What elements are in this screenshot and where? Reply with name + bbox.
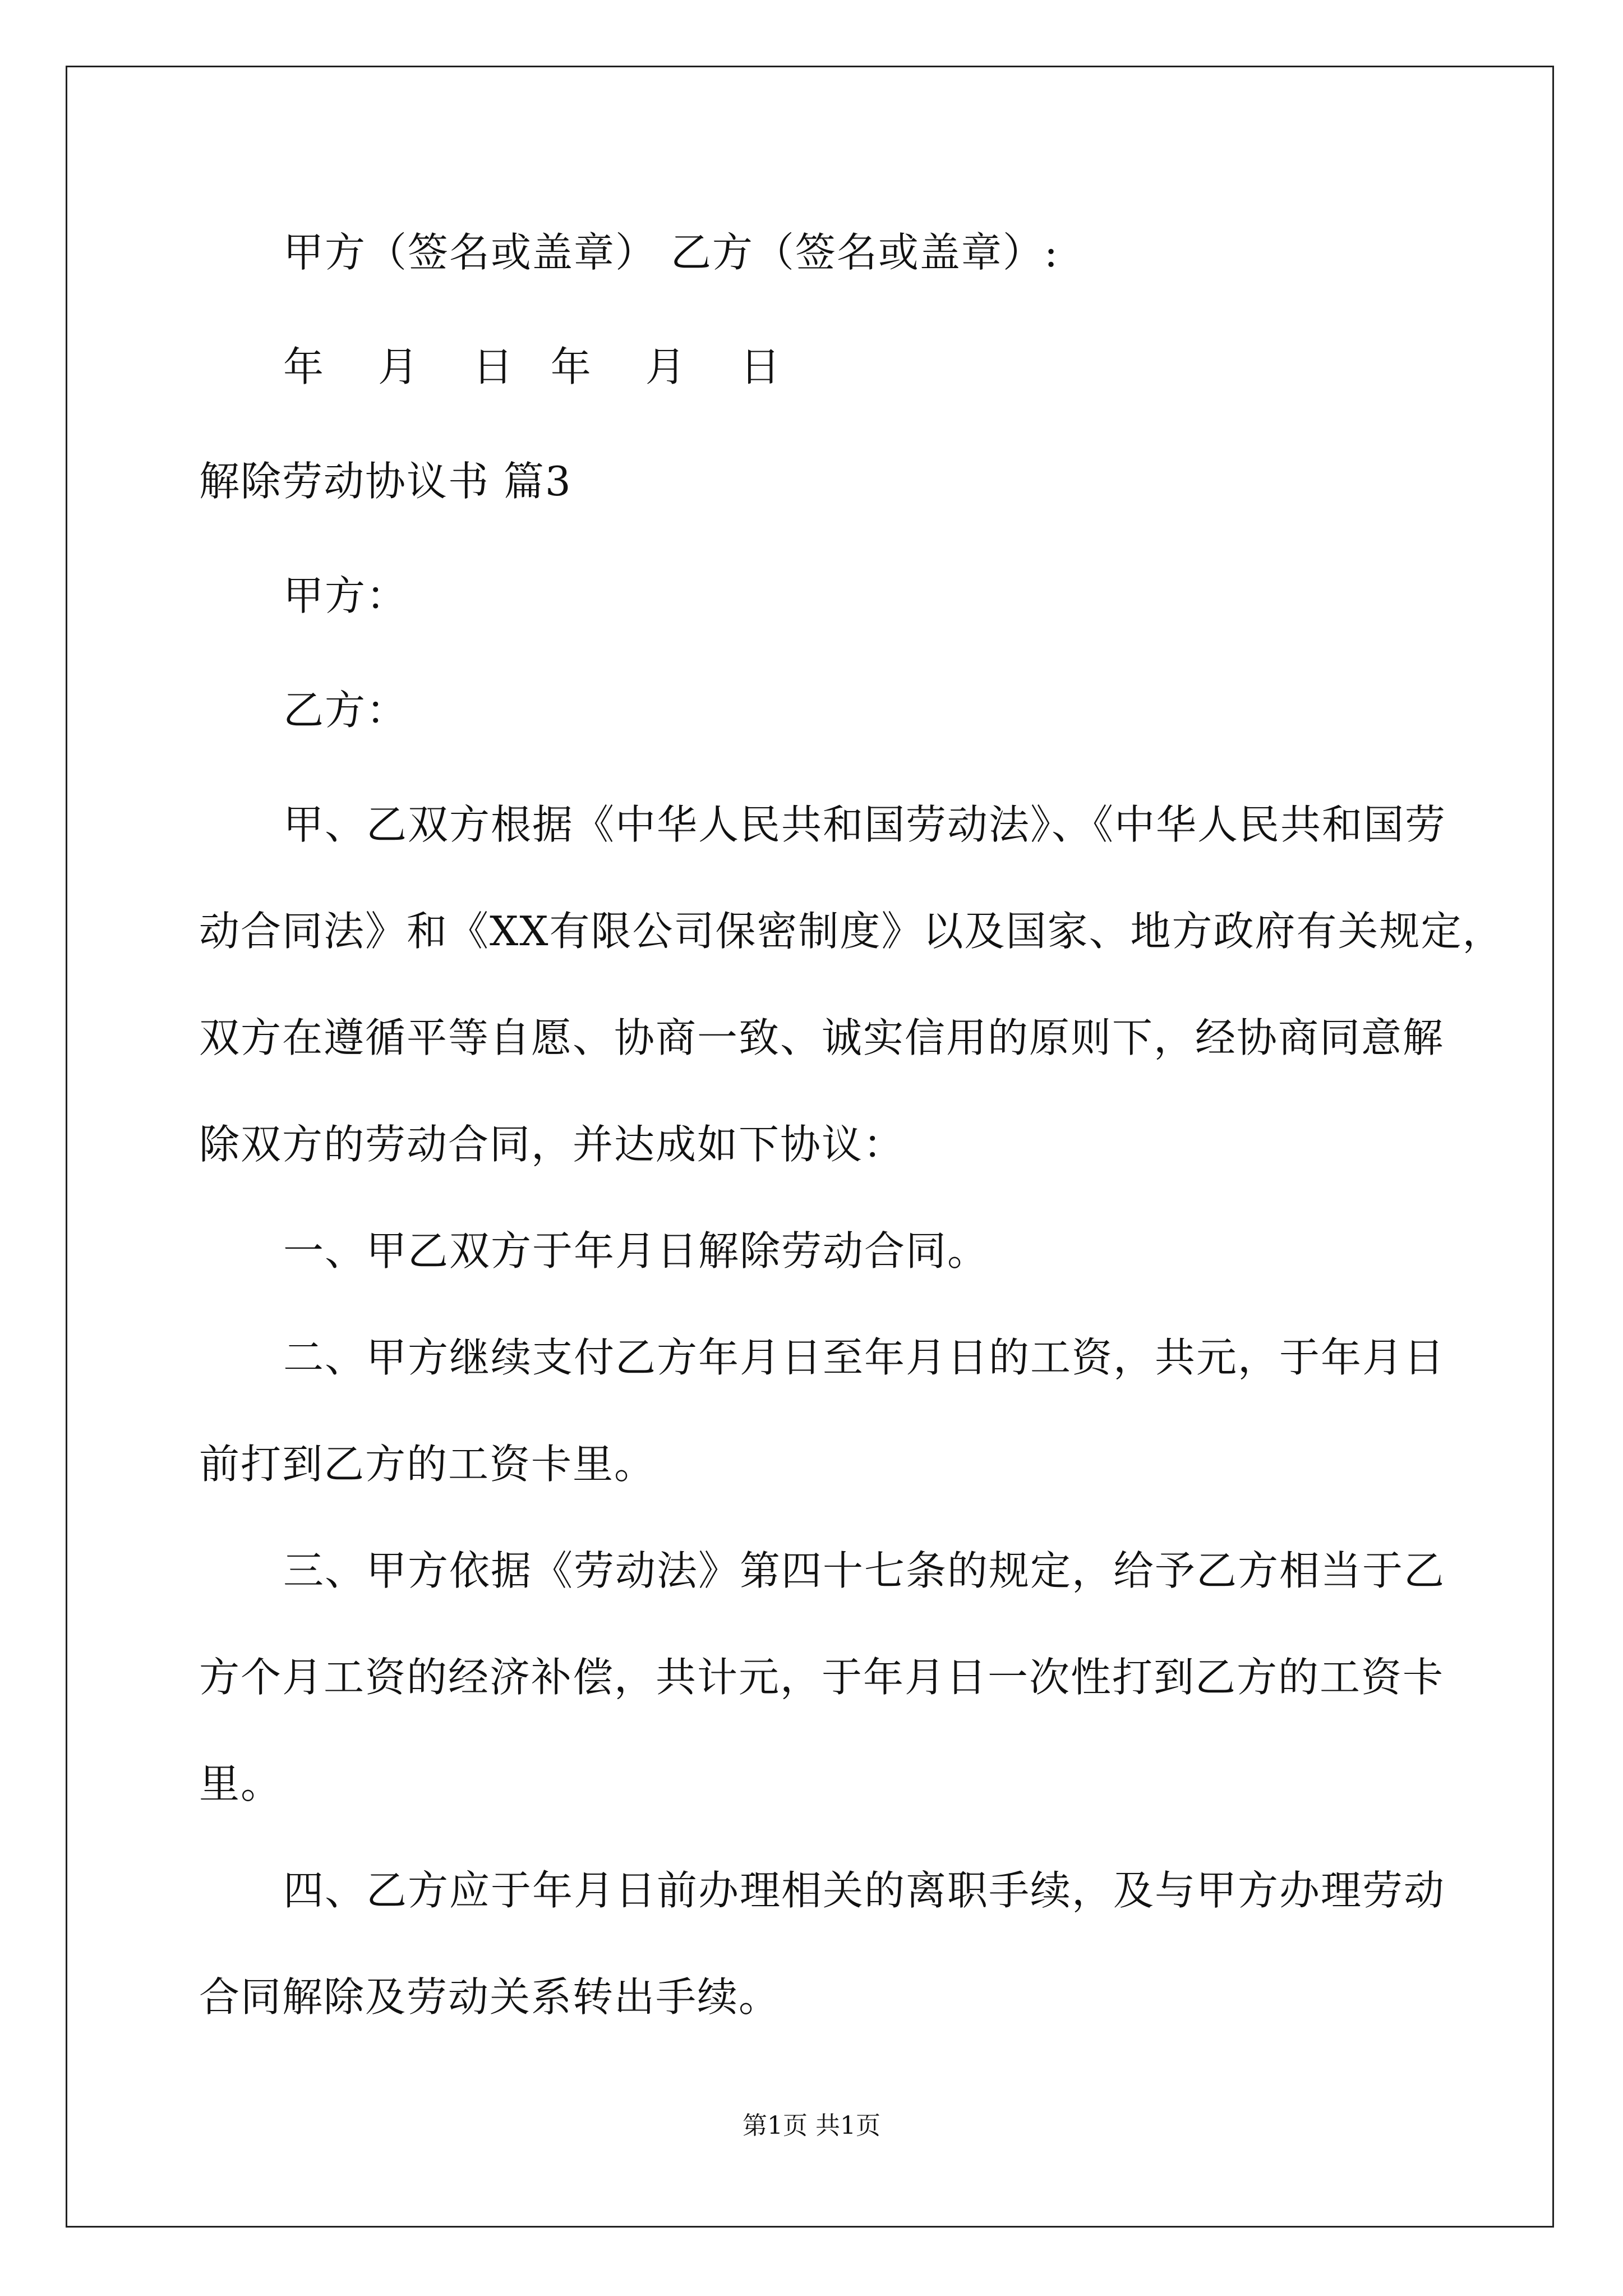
intro-line: 动合同法》和《XX有限公司保密制度》以及国家、地方政府有关规定， (199, 908, 1504, 955)
intro-paragraph (199, 797, 1504, 1172)
clause-line: 一、甲乙双方于年月日解除劳动合同。 (283, 1227, 989, 1274)
intro-line: 除双方的劳动合同，并达成如下协议： (199, 1121, 905, 1168)
clause-line: 合同解除及劳动关系转出手续。 (199, 1973, 781, 2021)
page-footer: 第1页 共1页 (743, 2111, 880, 2140)
clause-line: 二、甲方继续支付乙方年月日至年月日的工资，共元，于年月日 (283, 1334, 1446, 1381)
date-day-a: 日 (472, 343, 514, 390)
clause-line: 前打到乙方的工资卡里。 (199, 1441, 656, 1488)
date-day-b: 日 (740, 343, 782, 390)
date-year-a: 年 (283, 343, 325, 390)
date-line (199, 339, 1433, 395)
party-a-line: 甲方： (283, 572, 408, 619)
date-month-a: 月 (377, 343, 419, 390)
document-body (199, 224, 1504, 2025)
clause-2-paragraph (199, 1329, 1446, 1492)
clause-4-paragraph (199, 1862, 1446, 2025)
section-title: 解除劳动协议书 篇3 (199, 458, 572, 505)
clause-3-paragraph (199, 1543, 1446, 1812)
signature-line: 甲方（签名或盖章） 乙方（签名或盖章）: (283, 229, 1059, 276)
clause-line: 方个月工资的经济补偿，共计元，于年月日一次性打到乙方的工资卡 (199, 1654, 1445, 1701)
party-b-line: 乙方： (283, 687, 408, 734)
clause-line: 里。 (199, 1760, 283, 1807)
clause-1-paragraph (199, 1223, 1433, 1279)
intro-line: 甲、乙双方根据《中华人民共和国劳动法》、《中华人民共和国劳 (283, 801, 1447, 848)
clause-line: 四、乙方应于年月日前办理相关的离职手续，及与甲方办理劳动 (283, 1867, 1446, 1914)
intro-line: 双方在遵循平等自愿、协商一致、诚实信用的原则下，经协商同意解 (199, 1014, 1445, 1061)
clause-line: 三、甲方依据《劳动法》第四十七条的规定，给予乙方相当于乙 (283, 1547, 1446, 1594)
date-month-b: 月 (645, 343, 687, 390)
date-year-b: 年 (550, 343, 592, 390)
